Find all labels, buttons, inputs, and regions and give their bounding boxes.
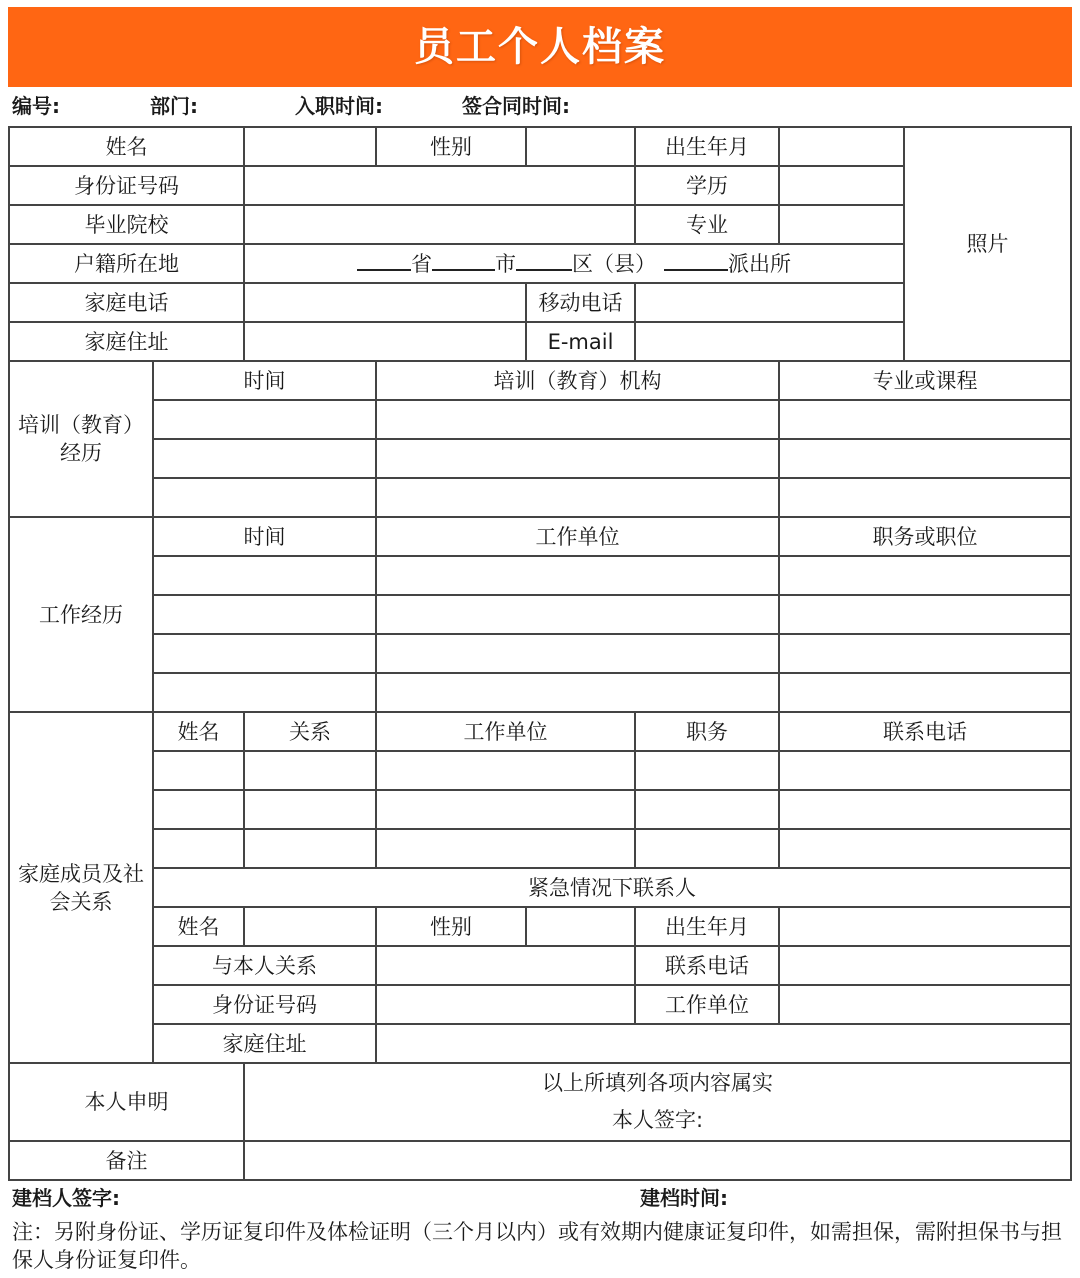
family-col-position: 职务	[636, 713, 780, 752]
training-institution-field[interactable]	[377, 479, 780, 518]
work-col-position: 职务或职位	[780, 518, 1072, 557]
emergency-id-field[interactable]	[377, 986, 636, 1025]
contract-date-label: 签合同时间:	[462, 94, 570, 118]
work-time-field[interactable]	[154, 635, 377, 674]
mobile-field[interactable]	[636, 284, 905, 323]
major-label: 专业	[636, 206, 780, 245]
district-suffix: 区（县）	[572, 251, 656, 276]
filer-signature-label: 建档人签字:	[12, 1186, 120, 1210]
footnote: 注：另附身份证、学历证复印件及体检证明（三个月以内）或有效期内健康证复印件，如需担保，需附担保书与担保人身份证复印件。	[12, 1220, 1062, 1272]
work-time-field[interactable]	[154, 557, 377, 596]
emergency-address-field[interactable]	[377, 1025, 1072, 1064]
training-course-field[interactable]	[780, 479, 1072, 518]
family-label-line-2: 会关系	[49, 889, 113, 914]
home-phone-label: 家庭电话	[10, 284, 245, 323]
family-relation-field[interactable]	[245, 791, 377, 830]
page-title: 员工个人档案	[414, 24, 666, 70]
province-suffix: 省	[411, 251, 432, 276]
emergency-employer-label: 工作单位	[636, 986, 780, 1025]
major-field[interactable]	[780, 206, 905, 245]
home-address-field[interactable]	[245, 323, 527, 362]
training-course-field[interactable]	[780, 401, 1072, 440]
name-label: 姓名	[10, 128, 245, 167]
gender-field[interactable]	[527, 128, 636, 167]
work-employer-field[interactable]	[377, 635, 780, 674]
email-label: E-mail	[527, 323, 636, 362]
mobile-label: 移动电话	[527, 284, 636, 323]
work-section-label: 工作经历	[10, 518, 154, 713]
work-time-field[interactable]	[154, 596, 377, 635]
family-employer-field[interactable]	[377, 830, 636, 869]
emergency-address-label: 家庭住址	[154, 1025, 377, 1064]
family-col-relation: 关系	[245, 713, 377, 752]
family-col-name: 姓名	[154, 713, 245, 752]
emergency-birth-field[interactable]	[780, 908, 1072, 947]
school-field[interactable]	[245, 206, 636, 245]
emergency-employer-field[interactable]	[780, 986, 1072, 1025]
family-position-field[interactable]	[636, 791, 780, 830]
header-banner	[8, 7, 1072, 87]
work-employer-field[interactable]	[377, 557, 780, 596]
emergency-gender-field[interactable]	[527, 908, 636, 947]
family-name-field[interactable]	[154, 830, 245, 869]
training-course-field[interactable]	[780, 440, 1072, 479]
emergency-name-label: 姓名	[154, 908, 245, 947]
training-label-line-2: 经历	[60, 441, 102, 465]
training-institution-field[interactable]	[377, 401, 780, 440]
declaration-label: 本人申明	[10, 1064, 245, 1142]
remarks-field[interactable]	[245, 1142, 1072, 1181]
employee-number-label: 编号:	[12, 94, 60, 118]
emergency-phone-label: 联系电话	[636, 947, 780, 986]
school-label: 毕业院校	[10, 206, 245, 245]
work-position-field[interactable]	[780, 674, 1072, 713]
gender-label: 性别	[377, 128, 527, 167]
emergency-relation-label: 与本人关系	[154, 947, 377, 986]
training-col-time: 时间	[154, 362, 377, 401]
training-time-field[interactable]	[154, 440, 377, 479]
city-blank[interactable]	[432, 251, 495, 271]
declaration-statement: 以上所填列各项内容属实	[542, 1071, 773, 1095]
home-phone-field[interactable]	[245, 284, 527, 323]
police-station-blank[interactable]	[664, 251, 728, 271]
family-phone-field[interactable]	[780, 752, 1072, 791]
family-phone-field[interactable]	[780, 791, 1072, 830]
police-station-suffix: 派出所	[728, 251, 791, 276]
training-col-institution: 培训（教育）机构	[377, 362, 780, 401]
family-position-field[interactable]	[636, 830, 780, 869]
hukou-address-line	[357, 251, 791, 277]
work-position-field[interactable]	[780, 596, 1072, 635]
emergency-contact-heading: 紧急情况下联系人	[154, 869, 1072, 908]
emergency-name-field[interactable]	[245, 908, 377, 947]
emergency-birth-label: 出生年月	[636, 908, 780, 947]
training-label-line-1: 培训（教育）	[18, 413, 144, 437]
province-blank[interactable]	[357, 251, 411, 271]
id-number-field[interactable]	[245, 167, 636, 206]
family-section-label	[10, 713, 154, 1064]
education-label: 学历	[636, 167, 780, 206]
filing-date-label: 建档时间:	[640, 1186, 728, 1210]
email-field[interactable]	[636, 323, 905, 362]
training-section-label	[10, 362, 154, 518]
personnel-file-table	[8, 126, 1072, 1181]
emergency-gender-label: 性别	[377, 908, 527, 947]
birth-date-field[interactable]	[780, 128, 905, 167]
work-col-time: 时间	[154, 518, 377, 557]
photo-box: 照片	[905, 128, 1072, 362]
family-name-field[interactable]	[154, 752, 245, 791]
family-employer-field[interactable]	[377, 791, 636, 830]
emergency-phone-field[interactable]	[780, 947, 1072, 986]
hire-date-label: 入职时间:	[295, 94, 383, 118]
emergency-id-label: 身份证号码	[154, 986, 377, 1025]
signature-label: 本人签字:	[611, 1108, 704, 1132]
family-employer-field[interactable]	[377, 752, 636, 791]
work-col-employer: 工作单位	[377, 518, 780, 557]
family-name-field[interactable]	[154, 791, 245, 830]
home-address-label: 家庭住址	[10, 323, 245, 362]
family-col-phone: 联系电话	[780, 713, 1072, 752]
family-label-line-1: 家庭成员及社	[18, 861, 144, 886]
hukou-label: 户籍所在地	[10, 245, 245, 284]
department-label: 部门:	[150, 94, 198, 118]
family-position-field[interactable]	[636, 752, 780, 791]
family-phone-field[interactable]	[780, 830, 1072, 869]
city-suffix: 市	[495, 251, 516, 276]
declaration-cell	[245, 1064, 1072, 1142]
training-time-field[interactable]	[154, 479, 377, 518]
education-field[interactable]	[780, 167, 905, 206]
name-field[interactable]	[245, 128, 377, 167]
family-relation-field[interactable]	[245, 830, 377, 869]
id-number-label: 身份证号码	[10, 167, 245, 206]
training-institution-field[interactable]	[377, 440, 780, 479]
work-time-field[interactable]	[154, 674, 377, 713]
training-time-field[interactable]	[154, 401, 377, 440]
work-employer-field[interactable]	[377, 596, 780, 635]
emergency-relation-field[interactable]	[377, 947, 636, 986]
work-position-field[interactable]	[780, 557, 1072, 596]
family-relation-field[interactable]	[245, 752, 377, 791]
hukou-address-cell	[245, 245, 905, 284]
training-col-course: 专业或课程	[780, 362, 1072, 401]
remarks-label: 备注	[10, 1142, 245, 1181]
work-position-field[interactable]	[780, 635, 1072, 674]
district-blank[interactable]	[516, 251, 572, 271]
family-col-employer: 工作单位	[377, 713, 636, 752]
birth-date-label: 出生年月	[636, 128, 780, 167]
work-employer-field[interactable]	[377, 674, 780, 713]
